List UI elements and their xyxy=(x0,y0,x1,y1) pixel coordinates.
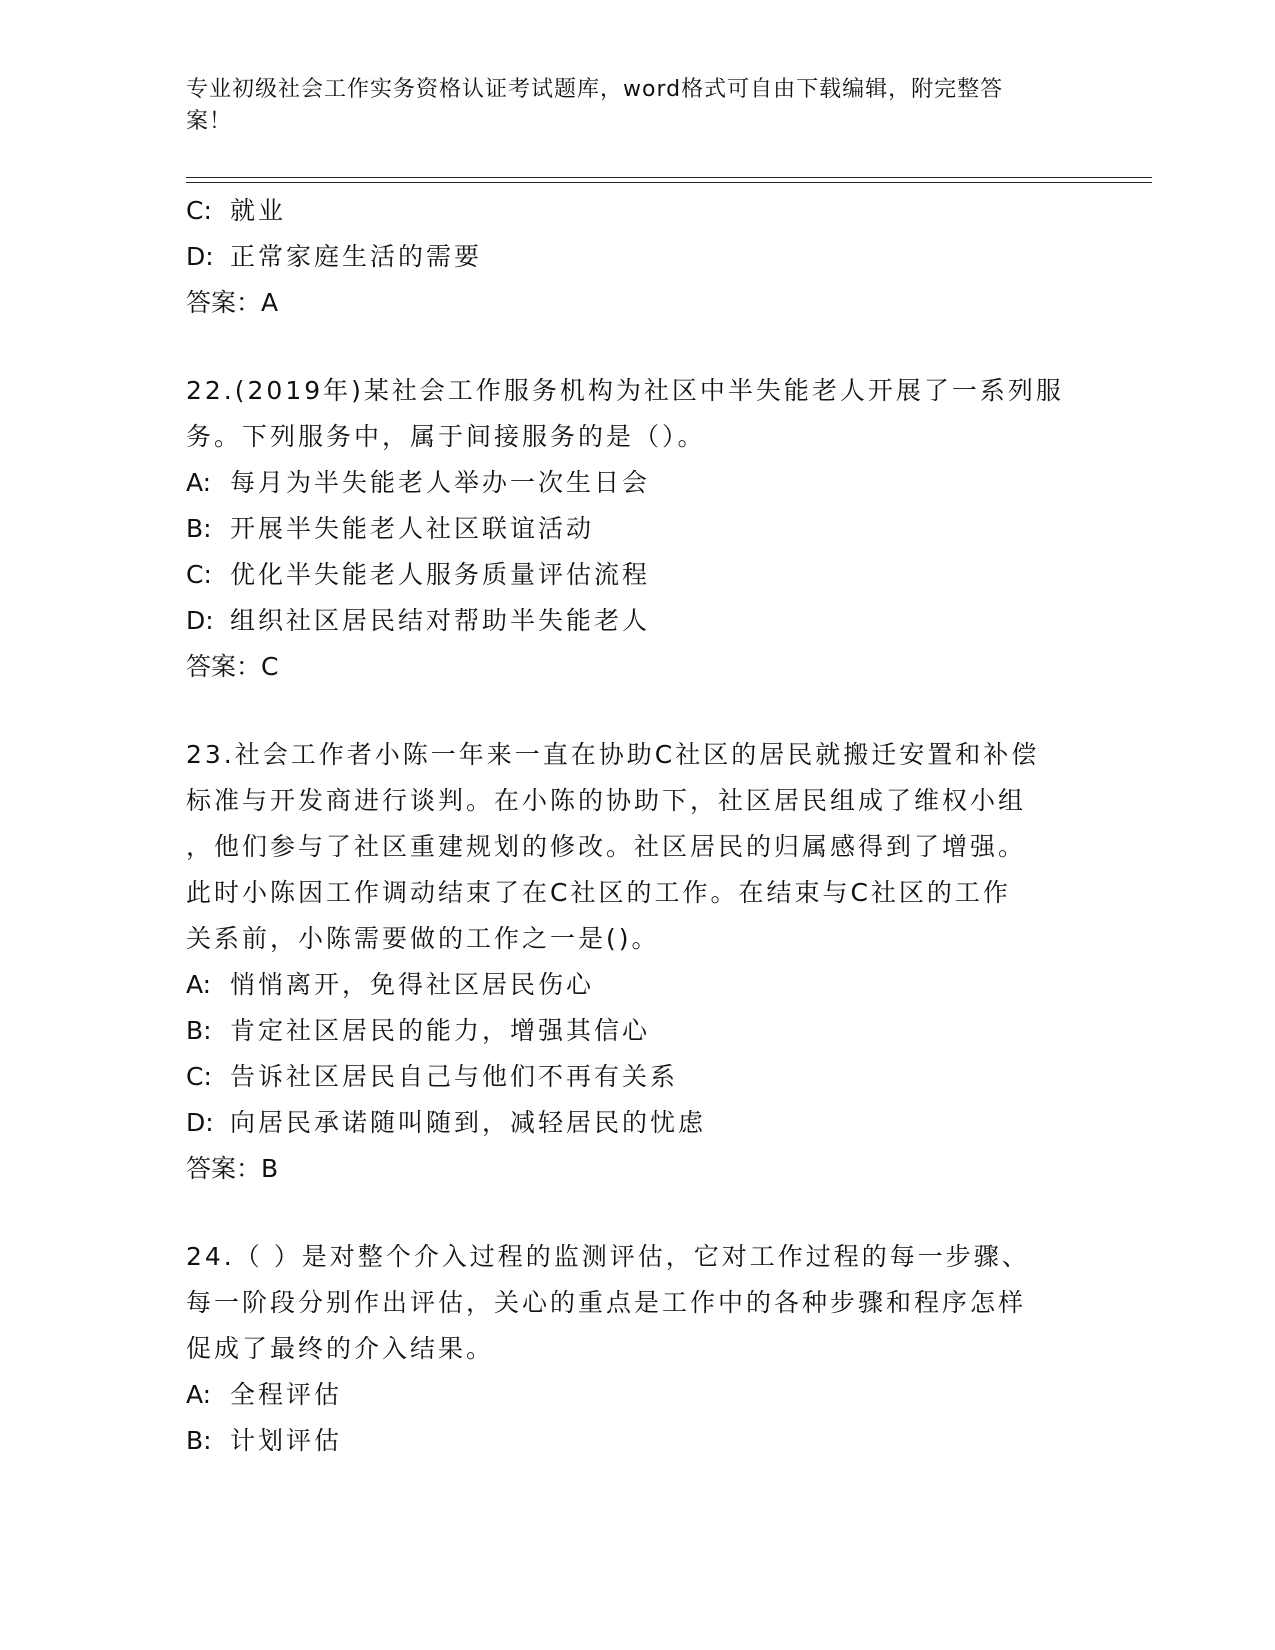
answer-line: 答案：B xyxy=(186,1154,279,1183)
option-c: C: 告诉社区居民自己与他们不再有关系 xyxy=(186,1062,679,1091)
question-text-line: 此时小陈因工作调动结束了在C社区的工作。在结束与C社区的工作 xyxy=(186,878,1011,907)
option-a: A: 每月为半失能老人举办一次生日会 xyxy=(186,468,651,497)
question-text-line: 每一阶段分别作出评估，关心的重点是工作中的各种步骤和程序怎样 xyxy=(186,1288,1027,1317)
question-text-line: 24.（ ）是对整个介入过程的监测评估，它对工作过程的每一步骤、 xyxy=(186,1242,1030,1271)
question-23 xyxy=(186,732,1086,1192)
header-rule-bottom xyxy=(186,182,1152,183)
answer-line: 答案：A xyxy=(186,288,279,317)
header-line-1: 专业初级社会工作实务资格认证考试题库，word格式可自由下载编辑，附完整答 xyxy=(186,77,1004,102)
option-d: D: 正常家庭生活的需要 xyxy=(186,242,483,271)
document-body xyxy=(186,188,1086,1464)
option-b: B: 计划评估 xyxy=(186,1426,343,1455)
question-24 xyxy=(186,1234,1086,1464)
question-text-line: 促成了最终的介入结果。 xyxy=(186,1334,495,1363)
question-text-line: 关系前，小陈需要做的工作之一是()。 xyxy=(186,924,660,953)
question-text-line: 22.(2019年)某社会工作服务机构为社区中半失能老人开展了一系列服 xyxy=(186,376,1064,405)
option-d: D: 组织社区居民结对帮助半失能老人 xyxy=(186,606,651,635)
option-b: B: 开展半失能老人社区联谊活动 xyxy=(186,514,595,543)
option-c: C: 优化半失能老人服务质量评估流程 xyxy=(186,560,651,589)
option-d: D: 向居民承诺随叫随到，减轻居民的忧虑 xyxy=(186,1108,707,1137)
answer-line: 答案：C xyxy=(186,652,279,681)
option-c: C: 就业 xyxy=(186,196,287,225)
header-line-2: 案！ xyxy=(186,109,233,134)
question-text-line: 23.社会工作者小陈一年来一直在协助C社区的居民就搬迁安置和补偿 xyxy=(186,740,1040,769)
option-a: A: 全程评估 xyxy=(186,1380,343,1409)
option-b: B: 肯定社区居民的能力，增强其信心 xyxy=(186,1016,651,1045)
question-text-line: ，他们参与了社区重建规划的修改。社区居民的归属感得到了增强。 xyxy=(186,832,1027,861)
option-a: A: 悄悄离开，免得社区居民伤心 xyxy=(186,970,595,999)
question-22 xyxy=(186,368,1086,690)
question-text-line: 务。下列服务中，属于间接服务的是（）。 xyxy=(186,422,706,451)
question-text-line: 标准与开发商进行谈判。在小陈的协助下，社区居民组成了维权小组 xyxy=(186,786,1027,815)
question-21-tail xyxy=(186,188,1086,326)
document-header xyxy=(186,74,1066,138)
header-rule-top xyxy=(186,177,1152,178)
